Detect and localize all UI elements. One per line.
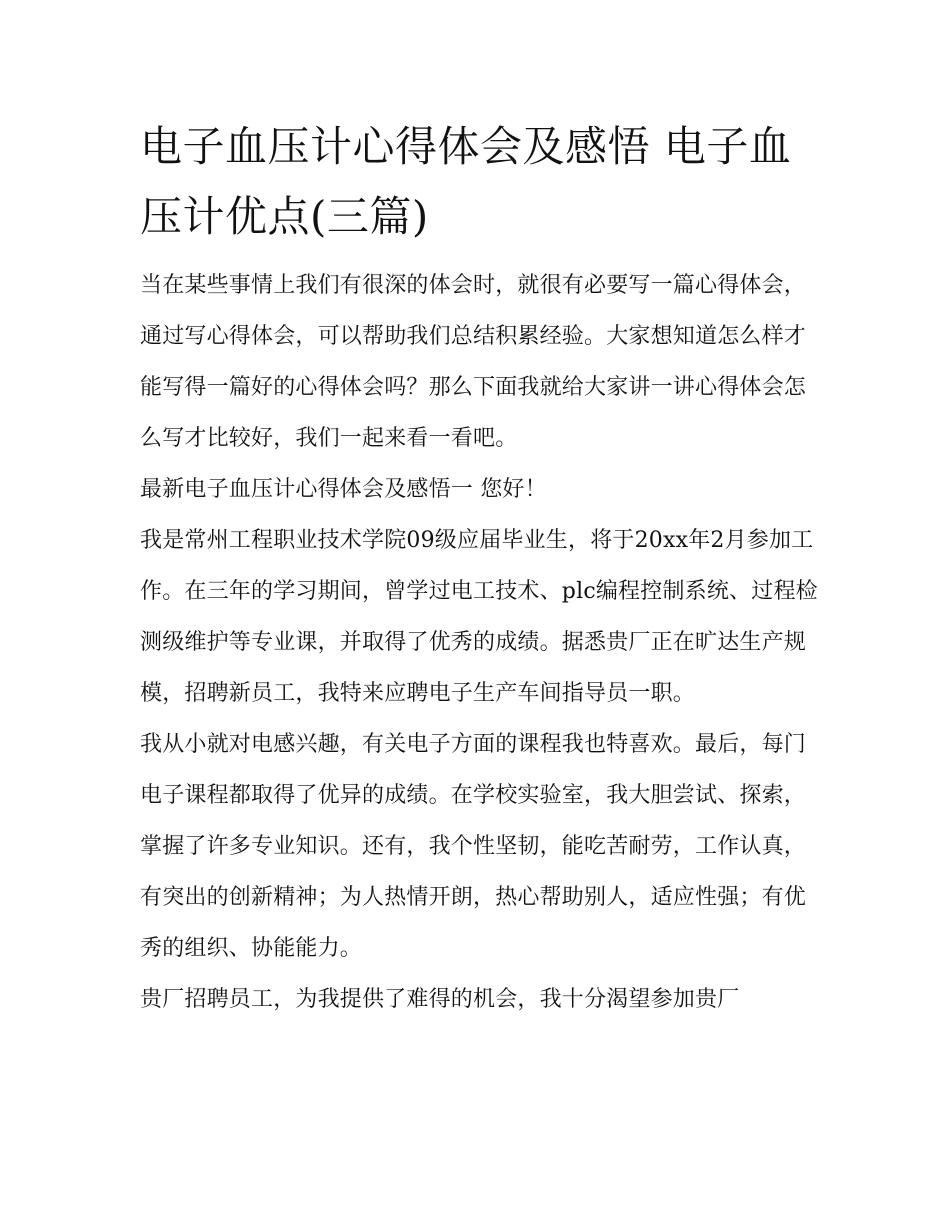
paragraph-intro: 当在某些事情上我们有很深的体会时，就很有必要写一篇心得体会，通过写心得体会，可以帮助我们总结积累经验。大家想知道怎么样才能写得一篇好的心得体会吗？那么下面我就给大家讲一讲心得体会怎么写才比较好，我们一起来看一看吧。	[140, 273, 807, 451]
document-title: 电子血压计心得体会及感悟 电子血压计优点(三篇)	[140, 122, 792, 241]
paragraph-heading-greeting: 最新电子血压计心得体会及感悟一 您好！	[140, 477, 547, 502]
paragraph-interests-skills: 我从小就对电感兴趣，有关电子方面的课程我也特喜欢。最后，每门电子课程都取得了优异的成绩。在学校实验室，我大胆尝试、探索，掌握了许多专业知识。还有，我个性坚韧，能吃苦耐劳，工作认真，有突出的创新精神；为人热情开朗，热心帮助别人，适应性强；有优秀的组织、协能能力。	[140, 732, 807, 961]
paragraph-introduction-self: 我是常州工程职业技术学院09级应届毕业生，将于20xx年2月参加工作。在三年的学习期间，曾学过电工技术、plc编程控制系统、过程检测级维护等专业课，并取得了优秀的成绩。据悉贵厂正在旷达生产规模，招聘新员工，我特来应聘电子生产车间指导员一职。	[140, 528, 818, 706]
document-content	[140, 112, 820, 1025]
paragraph-closing-partial: 贵厂招聘员工，为我提供了难得的机会，我十分渴望参加贵厂	[140, 987, 740, 1012]
